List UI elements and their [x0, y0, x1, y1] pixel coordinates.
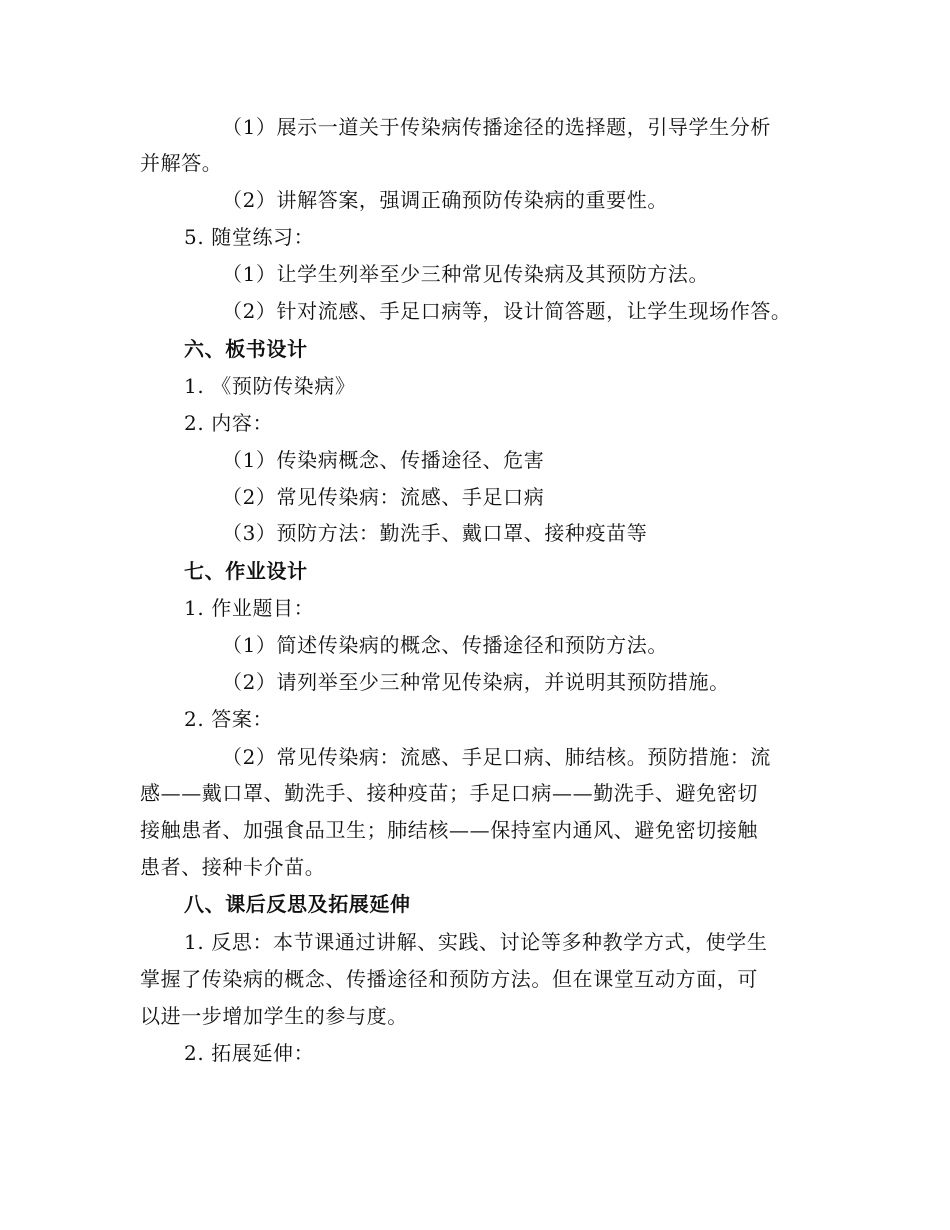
paragraph-line: （1）让学生列举至少三种常见传染病及其预防方法。 — [222, 262, 710, 286]
paragraph-line: （2）常见传染病：流感、手足口病、肺结核。预防措施：流 — [222, 745, 771, 769]
paragraph-line: 并解答。 — [140, 151, 223, 175]
paragraph-line: 掌握了传染病的概念、传播途径和预防方法。但在课堂互动方面，可 — [140, 967, 758, 991]
paragraph-line: 患者、接种卡介苗。 — [140, 855, 326, 879]
list-item: 2. 内容： — [184, 411, 274, 435]
paragraph-line: 接触患者、加强食品卫生；肺结核——保持室内通风、避免密切接触 — [140, 818, 758, 842]
section-heading: 七、作业设计 — [184, 559, 308, 583]
paragraph-line: 以进一步增加学生的参与度。 — [140, 1004, 408, 1028]
paragraph-line: （3）预防方法：勤洗手、戴口罩、接种疫苗等 — [222, 521, 648, 545]
list-item: 5. 随堂练习： — [184, 225, 315, 249]
list-item: 1. 作业题目： — [184, 596, 315, 620]
list-item: 1. 反思：本节课通过讲解、实践、讨论等多种教学方式，使学生 — [184, 930, 768, 954]
section-heading: 六、板书设计 — [184, 337, 308, 361]
paragraph-line: （2）常见传染病：流感、手足口病 — [222, 485, 545, 509]
paragraph-line: （1）传染病概念、传播途径、危害 — [222, 448, 545, 472]
paragraph-line: （1）展示一道关于传染病传播途径的选择题，引导学生分析 — [222, 115, 771, 139]
paragraph-line: 感——戴口罩、勤洗手、接种疫苗；手足口病——勤洗手、避免密切 — [140, 781, 758, 805]
list-item: 2. 答案： — [184, 707, 274, 731]
list-item: 1. 《预防传染病》 — [184, 374, 356, 398]
paragraph-line: （2）讲解答案，强调正确预防传染病的重要性。 — [222, 188, 668, 212]
list-item: 2. 拓展延伸： — [184, 1041, 315, 1065]
section-heading: 八、课后反思及拓展延伸 — [184, 892, 411, 916]
paragraph-line: （2）请列举至少三种常见传染病，并说明其预防措施。 — [222, 670, 730, 694]
paragraph-line: （1）简述传染病的概念、传播途径和预防方法。 — [222, 633, 668, 657]
paragraph-line: （2）针对流感、手足口病等，设计简答题，让学生现场作答。 — [222, 299, 792, 323]
